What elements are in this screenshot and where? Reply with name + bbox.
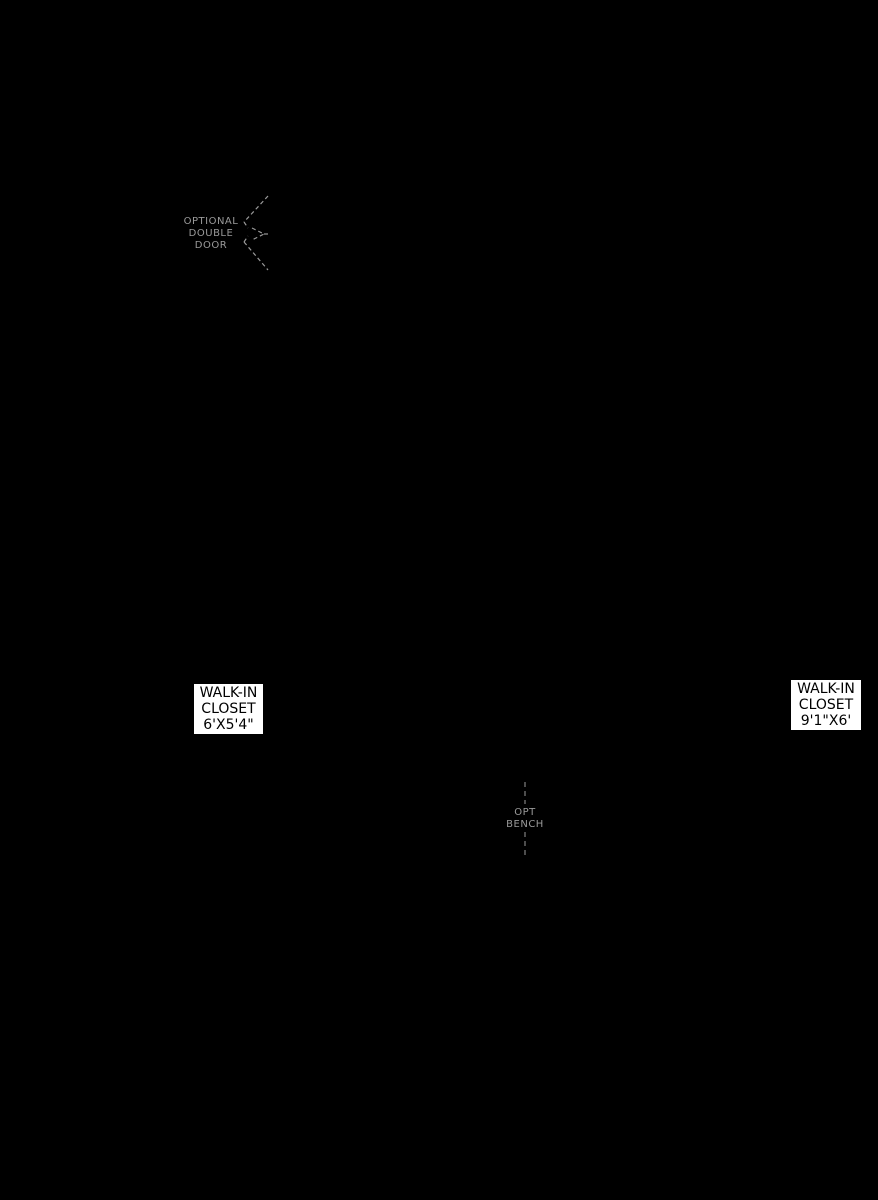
note-line: BENCH xyxy=(506,819,544,830)
room-dimensions: 9'1"X6' xyxy=(800,713,852,729)
door-arc-lower xyxy=(244,236,248,242)
room-name-line: CLOSET xyxy=(201,701,256,717)
double-door-swing-marks xyxy=(236,192,276,276)
note-line: OPT xyxy=(514,807,536,818)
walk-in-closet-right-label xyxy=(791,680,861,730)
room-dimensions: 6'X5'4" xyxy=(203,717,254,733)
door-leaf-upper xyxy=(244,196,268,222)
room-name-line: WALK-IN xyxy=(797,681,855,697)
walk-in-closet-left-label xyxy=(194,684,263,734)
optional-double-door-note xyxy=(180,216,242,252)
optional-bench-note xyxy=(500,807,550,831)
note-line: DOOR xyxy=(194,240,228,251)
note-line: DOUBLE xyxy=(188,228,234,239)
note-line: OPTIONAL xyxy=(183,216,239,227)
room-name-line: WALK-IN xyxy=(199,685,258,701)
door-arc-upper xyxy=(244,222,248,228)
room-name-line: CLOSET xyxy=(798,697,854,713)
door-leaf-lower xyxy=(244,242,268,270)
door-center-chevron xyxy=(252,228,264,240)
